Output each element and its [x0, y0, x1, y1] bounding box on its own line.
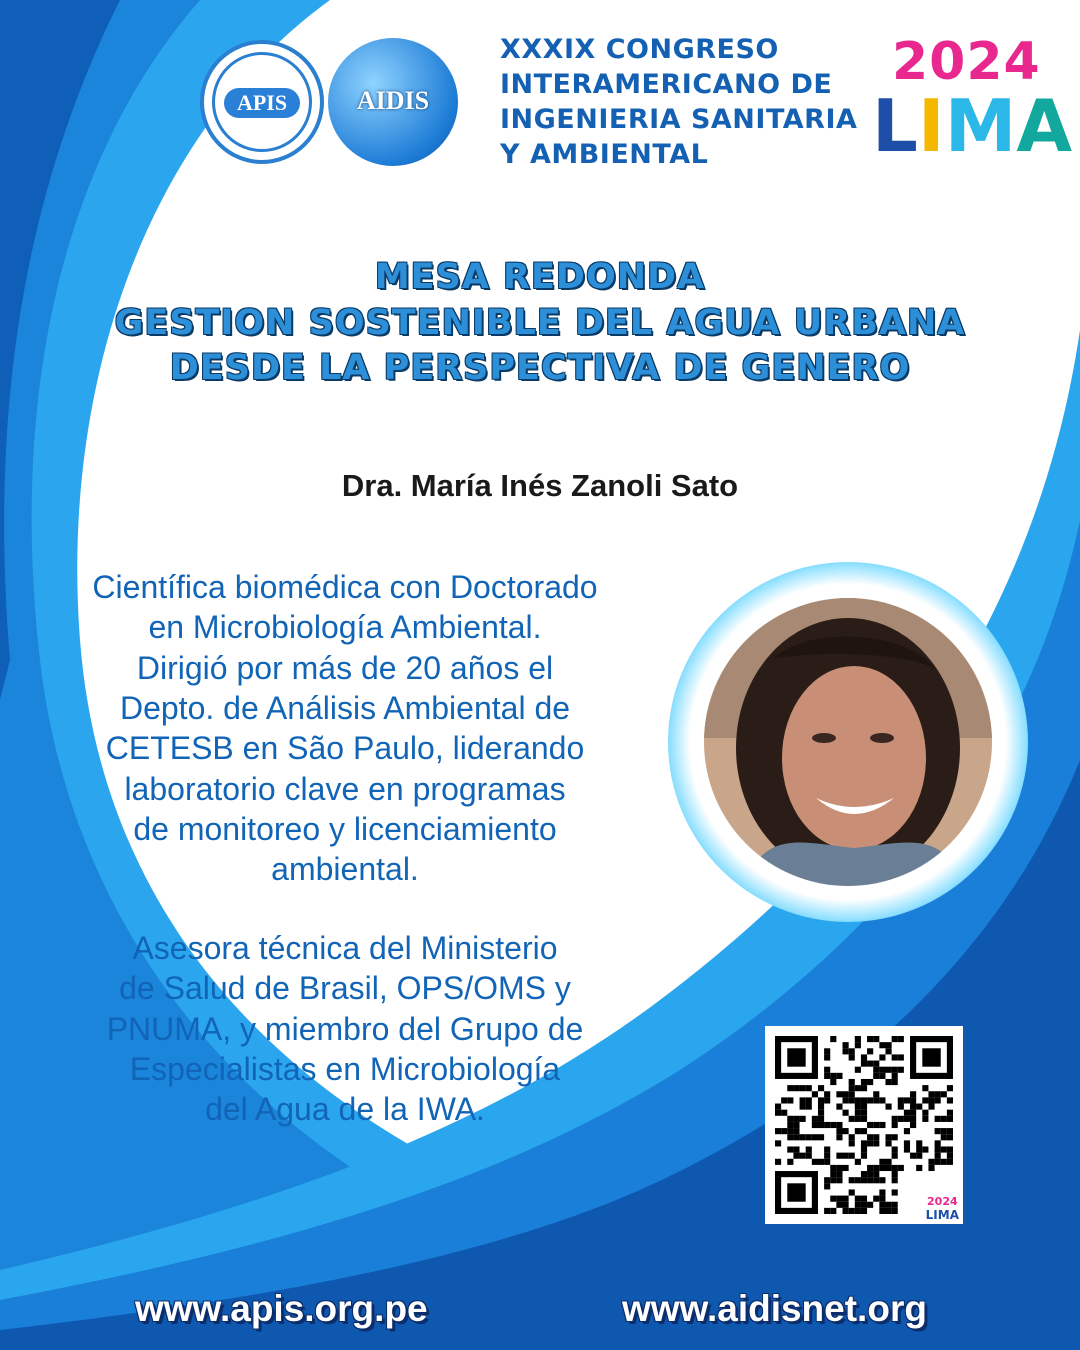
apis-logo-word: APIS	[236, 90, 288, 115]
congress-line: XXXIX CONGRESO	[500, 34, 779, 65]
speaker-name: Dra. María Inés Zanoli Sato	[341, 468, 739, 503]
bio-line: ambiental.	[271, 851, 419, 888]
congress-line: Y AMBIENTAL	[500, 139, 709, 171]
bio-line: Asesora técnica del Ministerio	[132, 930, 558, 966]
lima-2024-logo	[872, 32, 1073, 168]
portrait-photo-icon	[704, 598, 992, 886]
congress-title	[500, 32, 860, 172]
aidis-logo-word: AIDIS	[356, 86, 430, 115]
congress-line: INTERAMERICANO DE	[500, 69, 833, 101]
speaker-photo-frame	[668, 562, 1028, 922]
bio-line: de monitoreo y licenciamiento	[133, 810, 557, 847]
session-title-line: DESDE LA PERSPECTIVA DE GENERO	[169, 348, 911, 388]
lima-logo-year: 2024	[892, 32, 1041, 92]
bio-line: Dirigió por más de 20 años el	[136, 649, 554, 686]
aidis-logo	[328, 38, 458, 166]
bio-paragraph-1	[30, 567, 660, 890]
bio-line: Especialistas en Microbiología	[129, 1050, 561, 1087]
apis-website-link[interactable]: www.apis.org.pe	[135, 1288, 428, 1329]
apis-logo	[200, 40, 324, 164]
qr-mini-logo	[926, 1195, 959, 1222]
aidis-website-link[interactable]: www.aidisnet.org	[622, 1288, 927, 1329]
session-title	[40, 255, 1040, 392]
bio-line: CETESB en São Paulo, liderando	[105, 730, 585, 767]
bio-line: de Salud de Brasil, OPS/OMS y	[119, 970, 571, 1007]
qr-mini-logo-city: LIMA	[925, 1208, 959, 1222]
congress-line: INGENIERIA SANITARIA	[500, 104, 858, 136]
bio-paragraph-2	[30, 928, 660, 1130]
bio-line: laboratorio clave en programas	[124, 770, 566, 807]
bio-line: en Microbiología Ambiental.	[148, 609, 542, 646]
session-title-line: GESTION SOSTENIBLE DEL AGUA URBANA	[114, 302, 966, 343]
lima-logo-city: LIMA	[872, 84, 1073, 168]
qr-code[interactable]	[765, 1026, 963, 1224]
bio-line: Depto. de Análisis Ambiental de	[119, 689, 571, 726]
bio-line: Científica biomédica con Doctorado	[92, 569, 598, 605]
bio-line: PNUMA, y miembro del Grupo de	[106, 1010, 584, 1047]
qr-code-icon	[775, 1036, 953, 1214]
session-title-line: MESA REDONDA	[374, 257, 706, 297]
bio-line: del Agua de la IWA.	[205, 1091, 485, 1128]
qr-mini-logo-year: 2024	[927, 1195, 958, 1208]
